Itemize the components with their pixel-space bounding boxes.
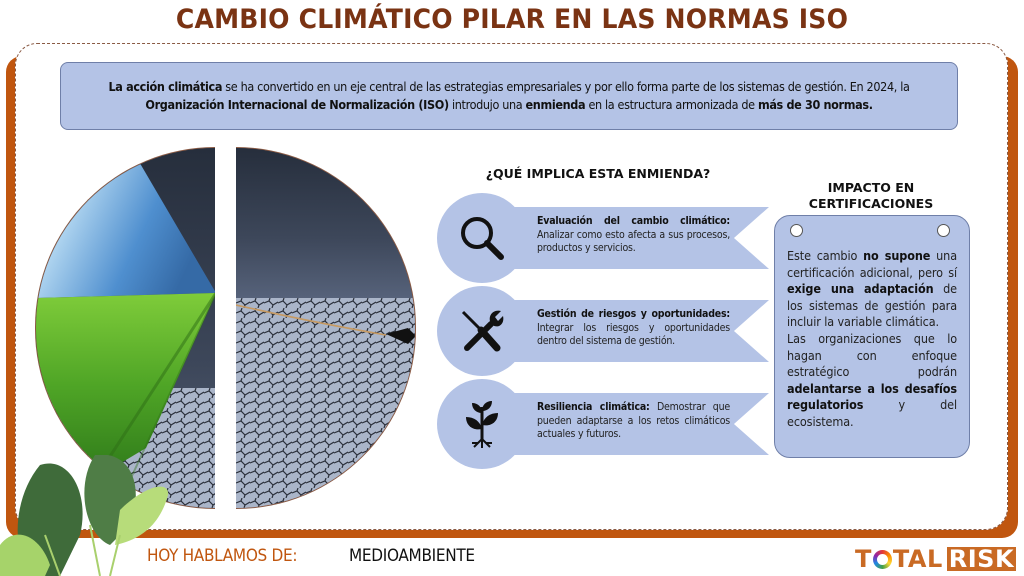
icon-circle [437,193,527,283]
logo-text-risk: RISK [948,545,1015,573]
impact-paragraph-2: Las organizaciones que lo hagan con enfoque estratégico podrán adelantarse a los desafíos regulatorios y del ecosistema. [787,330,957,429]
logo-rainbow-ring-icon [873,550,892,569]
footer-topic: MEDIOAMBIENTE [349,546,475,566]
plant-icon [460,399,504,449]
intro-text: La acción climática se ha convertido en un eje central de las estrategias empresariales y por ello forma parte de los sistemas de gestión. En 2024, la Organización Internacional de Normalización (ISO) introdujo una enmienda en la estructura armonizada de más de 30 normas. [108,79,910,112]
impact-paragraph-1: Este cambio no supone una certificación adicional, pero sí exige una adaptación de los sistemas de gestión para incluir la variable climática. [787,248,957,330]
implication-text [537,308,730,349]
impact-title: IMPACTO EN CERTIFICACIONES [808,180,934,211]
implication-body: Demostrar que pueden adaptarse a los retos climáticos actuales y futuros. [537,401,730,440]
logo-text-t: T [855,545,872,573]
icon-circle [437,379,527,469]
page-title: CAMBIO CLIMÁTICO PILAR EN LAS NORMAS ISO [175,4,849,35]
intro-box [60,62,958,130]
implication-body: Integrar los riesgos y oportunidades dentro del sistema de gestión. [537,321,730,347]
image-right-half [236,147,416,509]
implication-heading: Evaluación del cambio climático: [537,215,730,227]
implication-heading: Resiliencia climática: [537,401,650,413]
icon-circle [437,286,527,376]
implication-heading: Gestión de riesgos y oportunidades: [537,308,730,320]
tools-icon [457,306,507,356]
totalrisk-logo [855,545,1016,573]
implication-item-risks [437,286,737,376]
implication-item-resilience [437,379,737,469]
implication-body: Analizar como esto afecta a sus procesos, productos y servicios. [537,228,730,254]
logo-text-tal: TAL [892,545,943,573]
binder-hole-icon [790,224,803,237]
implication-text [537,215,730,256]
implications-title: ¿QUÉ IMPLICA ESTA ENMIENDA? [485,166,711,181]
magnifier-icon [458,214,506,262]
footer-label: HOY HABLAMOS DE: [147,546,298,566]
binder-hole-icon [937,224,950,237]
impact-box [774,215,970,458]
implication-text [537,401,730,442]
implication-item-evaluation [437,193,737,283]
